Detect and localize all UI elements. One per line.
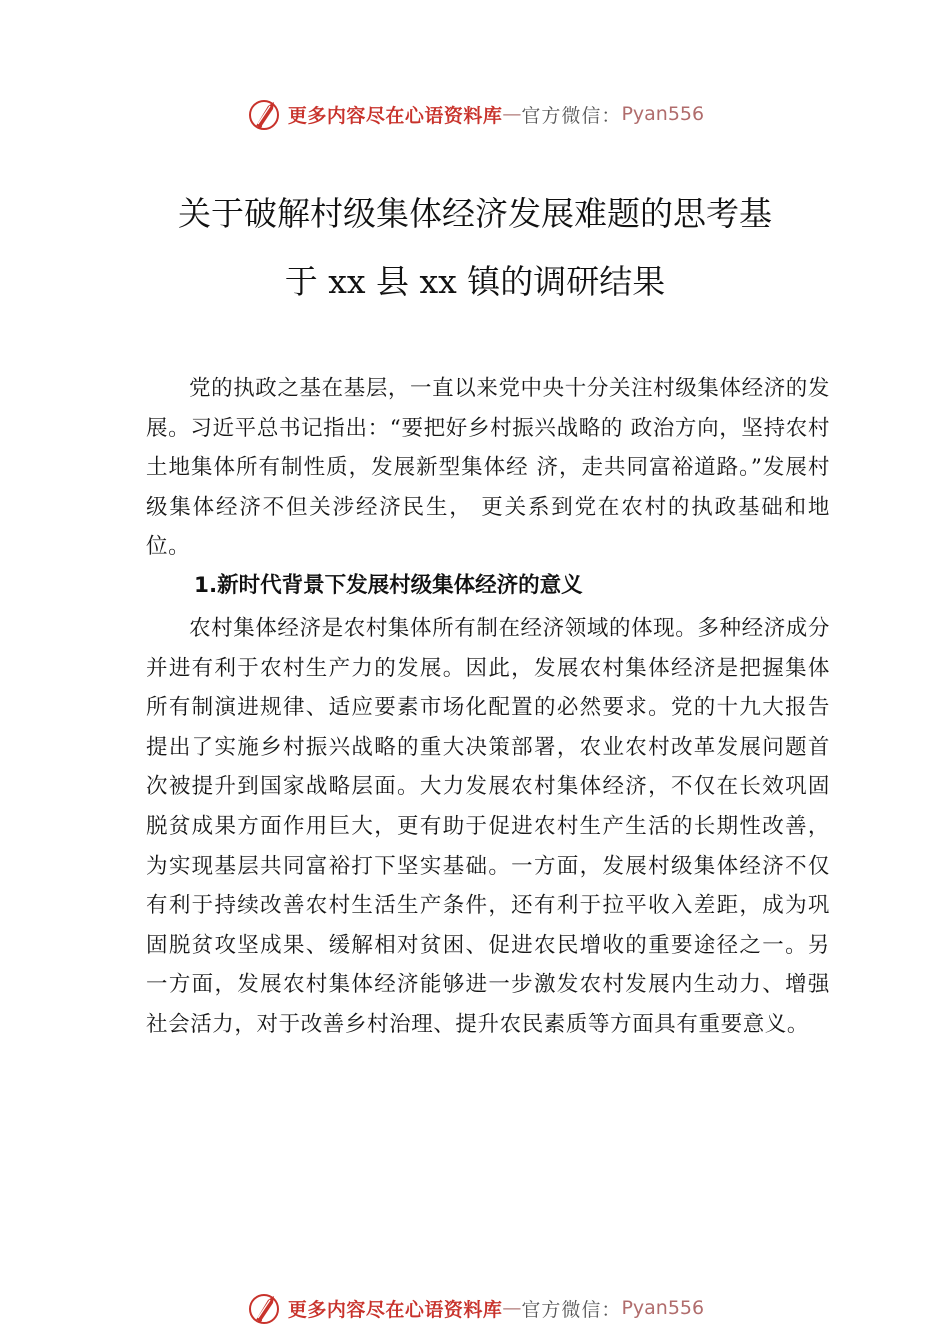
watermark-brand-text: 更多内容尽在心语资料库: [287, 104, 503, 127]
pen-nib-logo-icon: [246, 1290, 282, 1326]
watermark-wechat-id: Pyan556: [621, 1297, 705, 1319]
watermark-wechat-label: 官方微信：: [521, 1298, 622, 1321]
watermark-separator: —: [502, 1297, 522, 1319]
watermark-wechat-id: Pyan556: [621, 103, 705, 125]
pen-nib-logo-icon: [246, 96, 282, 132]
section-heading-1: 1.新时代背景下发展村级集体经济的意义: [194, 573, 583, 598]
document-title-line-1: 关于破解村级集体经济发展难题的思考基: [178, 194, 772, 233]
intro-paragraph: 党的执政之基在基层，一直以来党中央十分关注村级集体经济的发展。习近平总书记指出：“要把好乡村振兴战略的 政治方向，坚持农村土地集体所有制性质，发展新型集体经 济，走共同富裕道路。”发展村级集体经济不但关涉经济民生， 更关系到党在农村的执政基础和地位。: [146, 376, 830, 560]
watermark-separator: —: [502, 103, 522, 125]
section-1-paragraph: 农村集体经济是农村集体所有制在经济领域的体现。多种经济成分并进有利于农村生产力的发展。因此，发展农村集体经济是把握集体所有制演进规律、适应要素市场化配置的必然要求。党的十九大报告提出了实施乡村振兴战略的重大决策部署，农业农村改革发展问题首次被提升到国家战略层面。大力发展农村集体经济，不仅在长效巩固脱贫成果方面作用巨大，更有助于促进农村生产生活的长期性改善，为实现基层共同富裕打下坚实基础。一方面，发展村级集体经济不仅有利于持续改善农村生活生产条件，还有利于拉平收入差距，成为巩固脱贫攻坚成果、缓解相对贫困、促进农民增收的重要途径之一。另一方面，发展农村集体经济能够进一步激发农村发展内生动力、增强社会活力，对于改善乡村治理、提升农民素质等方面具有重要意义。: [146, 616, 830, 1037]
watermark-footer: [0, 1286, 950, 1330]
watermark-header: [0, 92, 950, 136]
document-title-line-2: 于 xx 县 xx 镇的调研结果: [284, 262, 666, 301]
watermark-wechat-label: 官方微信：: [521, 104, 622, 127]
watermark-brand-text: 更多内容尽在心语资料库: [287, 1298, 503, 1321]
